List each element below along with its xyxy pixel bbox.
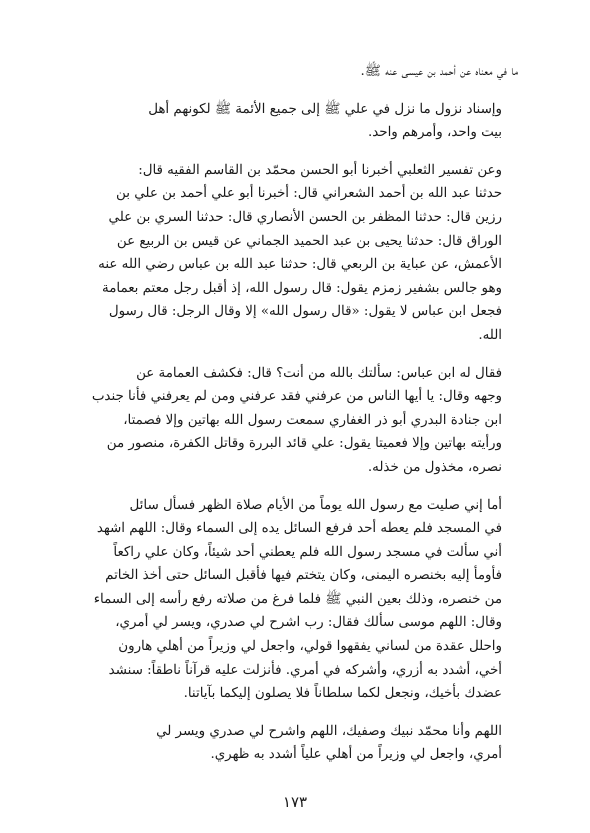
text-line: واحلل عقدة من لساني يفقهوا قولي، واجعل لي وزيراً من أهلي هارون (118, 639, 502, 655)
paragraph-6 (72, 720, 518, 767)
text-line: وإسناد نزول ما نزل في علي ﷺ إلى جميع الأئمة ﷺ لكونهم أهل (148, 101, 502, 117)
text-line: وجهه وقال: يا أيها الناس من عرفني فقد عرفني ومن لم يعرفني فأنا جندب (91, 389, 502, 405)
page-number: ١٧٣ (282, 793, 308, 811)
text-line: الأعمش، عن عباية بن الربعي قال: حدثنا عبد الله بن عباس رضي الله عنه (98, 257, 502, 273)
text-line: الله. (478, 327, 502, 343)
paragraph-5 (72, 494, 518, 706)
text-line: وعن تفسير الثعلبي أخبرنا أبو الحسن محمّد بن القاسم الفقيه قال: (138, 162, 502, 178)
text-line: فأومأ إليه بخنصره اليمنى، وكان يتختم فيها فأقبل السائل حتى أخذ الخاتم (105, 568, 502, 584)
text-line: أما إني صليت مع رسول الله يوماً من الأيام صلاة الظهر فسأل سائل (129, 497, 502, 513)
text-line: أمري، واجعل لي وزيراً من أهلي علياً أشدد به ظهري. (210, 747, 502, 763)
paragraph-4 (72, 362, 518, 480)
text-line: ورأيته بهاتين وإلا فعميتا يقول: علي قائد البررة وقاتل الكفرة، منصور من (106, 436, 502, 452)
text-line: فجعل ابن عباس لا يقول: «قال رسول الله» إلا وقال الرجل: قال رسول (108, 304, 502, 320)
text-line: رزين قال: حدثنا المظفر بن الحسن الأنصاري قال: حدثنا السري بن علي (108, 209, 502, 225)
text-line: حدثنا عبد الله بن أحمد الشعراني قال: أخبرنا أبو علي أحمد بن علي بن (116, 186, 502, 202)
text-line: ما في معناه عن أحمد بن عيسى عنه ﷺ. (360, 64, 518, 79)
text-line: بيت واحد، وأمرهم واحد. (368, 125, 502, 141)
text-line: أني سألت في مسجد رسول الله فلم يعطني أحد شيئاً، وكان علي راكعاً (113, 544, 502, 560)
text-line: أخي، أشدد به أزري، وأشركه في أمري. فأنزلت عليه قرآناً ناطقاً: سنشد (108, 662, 502, 678)
text-line: في المسجد فلم يعطه أحد فرفع السائل يده إلى السماء وقال: اللهم اشهد (96, 521, 502, 537)
text-line: فقال له ابن عباس: سألتك بالله من أنت؟ قال: فكشف العمامة عن (136, 365, 502, 381)
text-line: ابن جنادة البدري أبو ذر الغفاري سمعت رسول الله بهاتين وإلا فصمتا، (123, 412, 502, 428)
text-line: وقال: اللهم موسى سألك فقال: رب اشرح لي صدري، ويسر لي أمري، (115, 615, 502, 631)
page-body (72, 60, 518, 820)
paragraph-3 (72, 159, 518, 348)
text-line: اللهم وأنا محمّد نبيك وصفيك، اللهم واشرح لي صدري ويسر لي (156, 723, 502, 739)
paragraph-2 (72, 98, 518, 145)
text-line: وهو جالس بشفير زمزم يقول: قال رسول الله، إذ أقبل رجل معتم بعمامة (102, 280, 502, 296)
text-line: نصره، مخذول من خذله. (367, 459, 502, 475)
text-line: من خنصره، وذلك بعين النبي ﷺ فلما فرغ من صلاته رفع رأسه إلى السماء (93, 591, 502, 607)
text-line: عضدك بأخيك، ونجعل لكما سلطاناً فلا يصلون إليكما بآياتنا. (183, 686, 502, 702)
text-line: الوراق قال: حدثنا يحيى بن عبد الحميد الجماني عن قيس بن الربيع عن (116, 233, 502, 249)
paragraph-1 (72, 60, 518, 84)
